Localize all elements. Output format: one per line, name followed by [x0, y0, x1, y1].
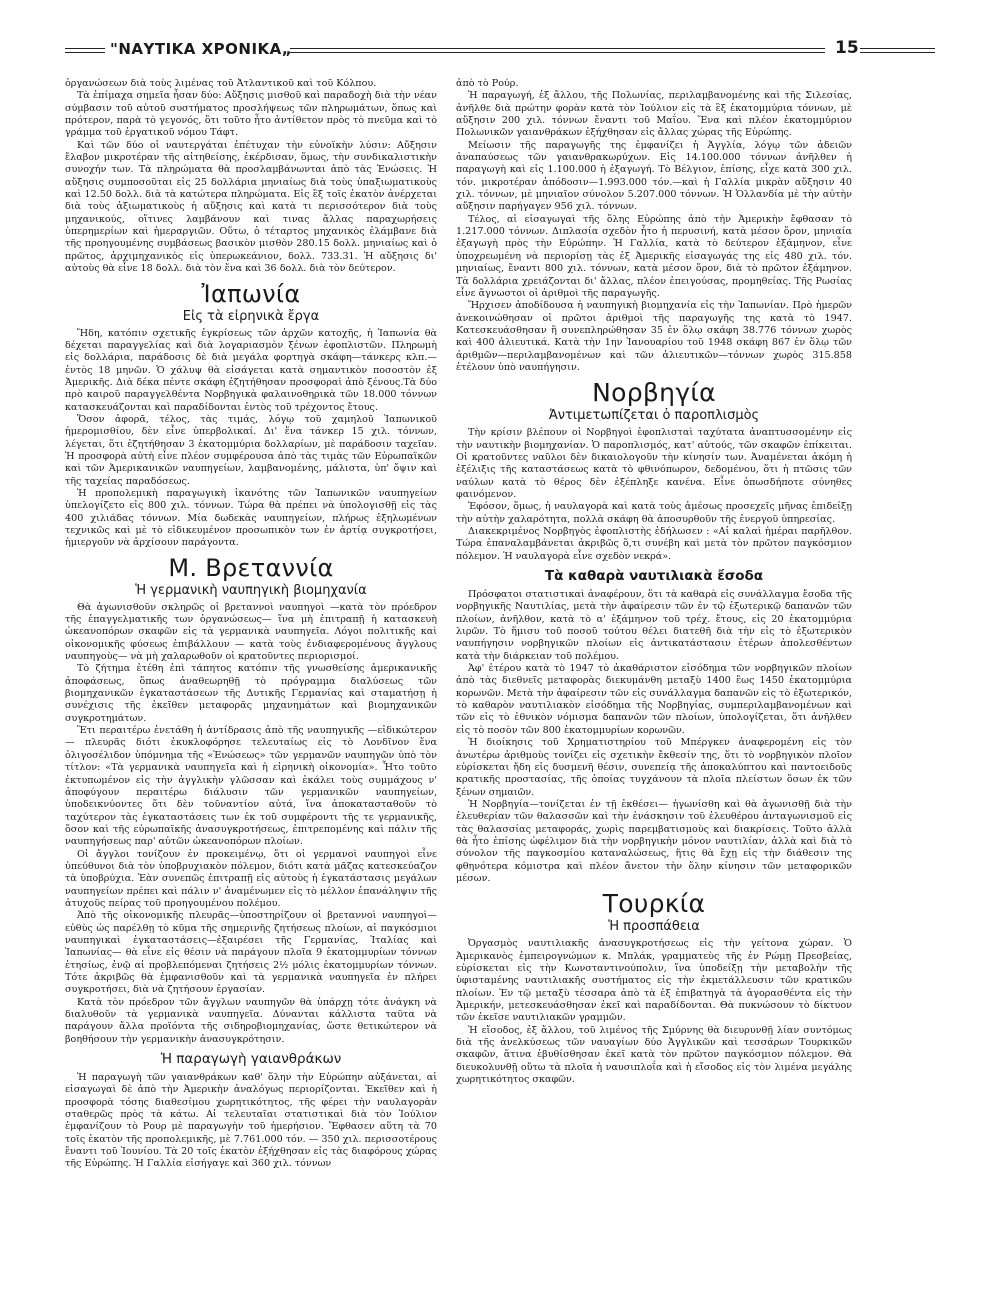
article-paragraph: Ἡ Νορβηγία—τονίζεται ἐν τῇ ἐκθέσει— ἠγωνίσθη καὶ θὰ ἀγωνισθῇ διὰ τὴν ἐλευθερίαν τῶν θαλασσῶν καὶ τὴν ἐνάσκησιν τοῦ ἐλευθέρου ἀνταγωνισμοῦ εἰς τὰς θαλασσίας μεταφοράς, χωρὶς παρεμβατισμοὺς καὶ διακρίσεις. Τοῦτο ἀλλὰ θὰ ἦτο ἐπίσης ὠφέλιμον διὰ τὴν νορβηγικὴν μόνον ναυτιλίαν, ἀλλὰ καὶ διὰ τὸ σύνολον τῆς παγκοσμίου καταναλώσεως, ἥτις θὰ ἔχῃ εἰς τὴν διάθεσιν της φθηνότερα κόμιστρα καὶ πλέον ἄνετον τὴν ὅλην κίνησιν τῶν μεταφορικῶν μέσων. — [456, 798, 852, 884]
section-subtitle-britain: Ἡ γερμανικὴ ναυπηγικὴ βιομηχανία — [135, 582, 367, 598]
article-paragraph: Ὀργασμὸς ναυτιλιακῆς ἀνασυγκροτήσεως εἰς τὴν γείτονα χώραν. Ὁ Ἀμερικανὸς ἐμπειρογνώμων κ. Μπλάκ, γραμματεὺς τῆς ἐν Ρώμῃ Πρεσβείας, εὑρίσκεται εἰς τὴν Κωνσταντινούπολιν, ἵνα ὑποδείξῃ τὴν μεταβολὴν τῆς ὑφισταμένης ναυτιλιακῆς συστήματος εἰς τὴν ἐκμετάλλευσιν τῶν κρατικῶν πλοίων. Ἐν τῷ μεταξὺ τέσσαρα ἀπὸ τὰ ἐξ ἐπιβατηγὰ τὰ ἀγορασθέντα εἰς τὴν Ἀμερικήν, μετεσκευάσθησαν ἐκεῖ καὶ παραδίδονται. Θὰ πυκνώσουν τὸ δίκτυον τῶν ἐκεῖσε ναυτιλιακῶν γραμμῶν. — [456, 938, 852, 1024]
article-paragraph: Ἡ παραγωγή, ἐξ ἄλλου, τῆς Πολωνίας, περιλαμβανομένης καὶ τῆς Σιλεσίας, ἀνῆλθε διὰ πρώτην φορὰν κατὰ τὸν Ἰούλιον εἰς τὰ ἓξ ἑκατομμύρια τόννων, μὲ αὔξησιν 200 χιλ. τόννων ἔναντι τοῦ Μαΐου. Ἕνα καὶ πλέον ἑκατομμύριον Πολωνικῶν γαιανθράκων ἐξήχθησαν εἰς ἄλλας χώρας τῆς Εὐρώπης. — [456, 90, 852, 139]
article-paragraph: Ἡ προπολεμικὴ παραγωγικὴ ἱκανότης τῶν Ἰαπωνικῶν ναυπηγείων ὑπελογίζετο εἰς 800 χιλ. τόννων. Τώρα θὰ πρέπει νὰ ὑπολογισθῇ εἰς τὰς 400 χιλιάδας τόννων. Μία δωδεκὰς ναυπηγείων, πλήρως ἐξηλωμένων τεχνικῶς καὶ μὲ τὸ εἰδικευμένον προσωπικὸν των ἐν ἀρτίᾳ συγκροτήσει, ἡμιεργοῦν νὰ ἀρχίσουν παράγοντα. — [65, 487, 437, 549]
section-title-japan: Ἰαπωνία — [201, 279, 301, 308]
article-paragraph: Τέλος, αἱ εἰσαγωγαὶ τῆς ὅλης Εὐρώπης ἀπὸ τὴν Ἀμερικὴν ἔφθασαν τὸ 1.217.000 τόννων. Διπλασία σχεδὸν ἦτο ἡ περυσινή, κατὰ μέσον ὅρον, μηνιαία ἐξαγωγὴ πρὸς τὴν Εὐρώπην. Ἡ Γαλλία, κατὰ τὸ δεύτερον ἑξάμηνον, εἶνε ὑποχρεωμένη νὰ περιορίσῃ τὰς ἐξ Ἀμερικῆς εἰσαγωγάς της εἰς 480 χιλ. τόν. μηνιαίως, ἔναντι 800 χιλ. τόννων, κατὰ μέσον ὅρον, διὰ τὸ πρῶτον ἑξάμηνον. Τὰ δολλάρια χρειάζονται δι' ἄλλας, πλέον ἐπειγούσας, προμηθείας. Τῆς Ρωσίας εἶνε ἄγνωστοι οἱ ἀριθμοὶ τῆς παραγωγῆς. — [456, 213, 852, 299]
journal-title: "ΝΑΥΤΙΚΑ ΧΡΟΝΙΚΑ„ — [110, 40, 293, 58]
section-subtitle-turkey: Ἡ προσπάθεια — [608, 919, 700, 935]
article-paragraph: Ἀφ' ἑτέρου κατὰ τὸ 1947 τὸ ἀκαθάριστον εἰσόδημα τῶν νορβηγικῶν πλοίων ἀπὸ τὰς διεθνεῖς μεταφορὰς διεκυμάνθη μεταξὺ 1400 ἕως 1450 ἑκατομμύρια κορωνῶν. Μετὰ τὴν ἀφαίρεσιν τῶν εἰς συνάλλαγμα δαπανῶν εἰς τὸ ἐξωτερικόν, τὸ καθαρὸν ναυτιλιακὸν εἰσόδημα τῆς Νορβηγίας, συμπεριλαμβανομένων καὶ τῶν εἰς τὸ ἐθνικὸν νόμισμα δαπανῶν τῶν πλοίων, ὑπολογίζεται, ὅτι ἀνῆλθεν εἰς τὸ ποσὸν τῶν 800 ἑκατομμυρίων κορωνῶν. — [456, 663, 852, 736]
section-subtitle-norway: Ἀντιμετωπίζεται ὁ παροπλισμὸς — [548, 408, 760, 424]
section-title-norway: Νορβηγία — [592, 378, 716, 408]
intro-paragraph: Καὶ τῶν δύο οἱ ναυτεργάται ἐπέτυχαν τὴν εὐνοϊκὴν λύσιν: Αὔξησιν ἔλαβον μικροτέραν τῆς αἰτηθείσης, ἐκέρδισαν, ὅμως, τὴν συνδικαλιστικὴν συνοχήν των. Τὰ πληρώματα θὰ προσλαμβάνωνται ἀπὸ τὰς Ἑνώσεις. Ἡ αὔξησις συμποσοῦται εἰς 25 δολλάρια μηνιαίως διὰ τοὺς ὑπαξιωματικοὺς καὶ 12.50 δολλ. διὰ τὰ κατώτερα πληρώματα. Εἰς ἓξ τοῖς ἑκατὸν ἀνέρχεται διὰ τοὺς ἀξιωματικοὺς ἡ αὔξησις καὶ κατὰ τι περισσότερον διὰ τοὺς μηχανικούς, οἵτινες λαμβάνουν καὶ τινας ἄλλας παραχωρήσεις ὑπερημερίων καὶ ἡμεραργιῶν. Οὕτω, ὁ τέταρτος μηχανικὸς ἐλάμβανε διὰ τῆς προηγουμένης συμβάσεως βασικὸν μισθὸν 280.15 δολλ. μηνιαίως καὶ ὁ πρῶτος, ἀρχιμηχανικὸς εἰς ὑπερωκεάνιον, δολλ. 733.31. Ἡ αὔξησις δι' αὐτοὺς θὰ εἶνε 18 δολλ. διὰ τὸν ἕνα καὶ 36 δολλ. διὰ τὸν δεύτερον. — [65, 139, 437, 275]
article-paragraph: Ἤδη, κατόπιν σχετικῆς ἐγκρίσεως τῶν ἀρχῶν κατοχῆς, ἡ Ἰαπωνία θὰ δέχεται παραγγελίας καὶ διὰ λογαριασμὸν ξένων ἐφοπλιστῶν. Πληρωμὴ εἰς δολλάρια, παράδοσις δὲ διὰ μεγάλα φορτηγὰ σκάφη—τάνκερς κλπ.—ἐντὸς 18 μηνῶν. Ὁ χάλυψ θὰ εἰσάγεται κατὰ σημαντικὸν ποσοστὸν ἐξ Ἀμερικῆς. Διὰ δέκα πέντε σκάφη ἐζητήθησαν προσφοραὶ ἀπὸ ξένους.Τὰ δύο πρὸ καιροῦ παραγγελθέντα Νορβηγικὰ φαλαινοθηρικὰ τῶν 18.000 τόννων κατασκευάζονται καὶ παραδίδονται ἐντὸς τοῦ τρέχοντος ἔτους. — [65, 327, 437, 413]
section-title-coal: Ἡ παραγωγὴ γαιανθράκων — [160, 1051, 342, 1068]
article-paragraph: Ἡ διοίκησις τοῦ Χρηματιστηρίου τοῦ Μπέργκεν ἀναφερομένη εἰς τὸν ἀνωτέρω ἀριθμοὺς τονίζει εἰς σχετικὴν ἔκθεσίν της, ὅτι τὸ νορβηγικὸν πλοῖον εὑρίσκεται ἤδη εἰς δυσμενῆ θέσιν, συνεπείᾳ τῆς ἀποκαλύπτου καὶ παντοειδοῦς κρατικῆς προστασίας, τῆς ὁποίας τυγχάνουν τὰ πλοῖα πλείστων ὅσων ἐκ τῶν ξένων σημαιῶν. — [456, 737, 852, 798]
section-subtitle-japan: Εἰς τὰ εἰρηνικὰ ἔργα — [182, 308, 320, 324]
article-paragraph: Ἡ παραγωγὴ τῶν γαιανθράκων καθ' ὅλην τὴν Εὐρώπην αὐξάνεται, αἱ εἰσαγωγαὶ δὲ ἀπὸ τὴν Ἀμερικὴν ἀναλόγως περιορίζονται. Ἐκεῖθεν καὶ ἡ προσφορὰ τόσης διαθεσίμου χωρητικότητος, τῆς φέρει τὴν ναυλαγορὰν σταθερῶς πρὸς τὰ κάτω. Αἱ τελευταῖαι στατιστικαὶ διὰ τὸν Ἰούλιον ἐμφανίζουν τὸ Ρουρ μὲ παραγωγὴν τοῦ ἡμερήσιον. Ἔφθασεν αὕτη τὰ 70 τοῖς ἑκατὸν τῆς προπολεμικῆς, μὲ 7.761.000 τόν. — 350 χιλ. περισσοτέρους ἔναντι τοῦ Ἰουνίου. Τὰ 20 τοῖς ἑκατὸν ἐξήχθησαν εἰς τὰς διαφόρους χώρας τῆς Εὐρώπης. Ἡ Γαλλία εἰσήγαγε καὶ 360 χιλ. τόννων — [65, 1072, 437, 1170]
article-paragraph: Διακεκριμένος Νορβηγὸς ἐφοπλιστὴς ἐδήλωσεν : «Αἱ καλαὶ ἡμέραι παρῆλθον. Τώρα ἐπαναλαμβάνεται ἀκριβῶς ὅ,τι συνέβη καὶ μετὰ τὸν πρῶτον παγκόσμιον πόλεμον. Ἡ ναυλαγορὰ εἶνε σχεδὸν νεκρά». — [456, 526, 852, 562]
article-paragraph: Τὴν κρίσιν βλέπουν οἱ Νορβηγοὶ ἐφοπλισταὶ ταχύτατα ἀναπτυσσομένην εἰς τὴν ναυτικὴν βιομηχανίαν. Ὁ παροπλισμός, κατ' αὐτούς, τῶν σκαφῶν ἐπίκειται. Οἱ κρατοῦντες ναῦλοι δὲν δικαιολογοῦν τὴν κίνησίν των. Ἀναμένεται ἀκόμη ἡ ἐξέλιξις τῆς καταστάσεως κατὰ τὸ φθινόπωρον, δεδομένου, ὅτι ἡ πτῶσις τῶν ναύλων κατὰ τὸ θέρος δὲν ἐξέπληξε κανένα. Εἶνε ὁπωσδήποτε σύνηθες φαινόμενον. — [456, 427, 852, 500]
article-paragraph: Πρόσφατοι στατιστικαὶ ἀναφέρουν, ὅτι τὰ καθαρὰ εἰς συνάλλαγμα ἔσοδα τῆς νορβηγικῆς Ναυτιλίας, μετὰ τὴν ἀφαίρεσιν τῶν ἐν τῷ ἐξωτερικῷ δαπανῶν τῶν πλοίων, ἀνῆλθον, κατὰ τὸ α' ἑξάμηνον τοῦ τρέχ. ἔτους, εἰς 20 ἑκατομμύρια λιρῶν. Τὸ ἥμισυ τοῦ ποσοῦ τούτου θέλει διατεθῆ διὰ τὴν εἰς τὸ ἐξωτερικὸν ναυπήγησιν νορβηγικῶν πλοίων εἰς ἀντικατάστασιν ἑτέρων ἀπολεσθέντων κατὰ τὴν διάρκειαν τοῦ πολέμου. — [456, 589, 852, 662]
article-paragraph: Ἡ εἴσοδος, ἐξ ἄλλου, τοῦ λιμένος τῆς Σμύρνης θὰ διευρυνθῇ λίαν συντόμως διὰ τῆς ἀνελκύσεως τῶν ναυαγίων δύο Ἀγγλικῶν καὶ τεσσάρων Τουρκικῶν σκαφῶν, ἅτινα ἐβυθίσθησαν ἐκεῖ κατὰ τὸν πρῶτον παγκόσμιον πόλεμον. Θὰ διευκολυνθῇ οὕτω τὰ πλοῖα ἡ ναυσιπλοΐα καὶ ἡ εἴσοδος εἰς τὸν λιμένα μεγάλης χωρητικότητος σκαφῶν. — [456, 1024, 852, 1086]
intro-paragraph: ὀργανώσεων διὰ τοὺς λιμένας τοῦ Ἀτλαντικοῦ καὶ τοῦ Κόλπου. — [65, 78, 377, 89]
article-paragraph: ἀπὸ τὸ Ρούρ. — [456, 78, 519, 89]
right-column — [456, 78, 852, 1086]
section-title-turkey: Τουρκία — [602, 889, 706, 919]
page-number: 15 — [835, 38, 859, 58]
article-paragraph: Κατὰ τὸν πρόεδρον τῶν ἄγγλων ναυπηγῶν θὰ ὑπάρχῃ τότε ἀνάγκη νὰ διαλυθοῦν τὰ γερμανικὰ ναυπηγεῖα. Δύνανται κάλλιστα ταῦτα νὰ παράγουν ἄλλα προϊόντα τῆς σιδηροβιομηχανίας, ὥστε θετικώτερον νὰ βοηθήσουν τὴν γερμανικὴν ἀνασυγκρότησιν. — [65, 996, 437, 1045]
article-paragraph: Τὸ ζήτημα ἐτέθη ἐπὶ τάπητος κατόπιν τῆς γνωσθείσης ἀμερικανικῆς ἀποφάσεως, ὅπως ἀναθεωρηθῇ τὸ πρόγραμμα διαλύσεως τῶν βιομηχανικῶν ἐγκαταστάσεων τῆς Δυτικῆς Γερμανίας καὶ σταματήσῃ ἡ συνέχισις τῆς ἐκεῖθεν μεταφορᾶς μηχανημάτων καὶ βιομηχανικῶν συγκροτημάτων. — [65, 663, 437, 724]
article-paragraph: Ἔτι περαιτέρω ἐνετάθη ἡ ἀντίδρασις ἀπὸ τῆς ναυπηγικῆς —εἰδικώτερον— πλευρᾶς διότι ἐκυκλοφόρησε τελευταίως εἰς τὸ Λονδῖνον ἕνα ὀλιγοσέλιδον ὑπόμνημα τῆς «Ἑνώσεως» τῶν γερμανῶν ναυπηγῶν ὑπὸ τὸν τίτλον: «Τὰ γερμανικὰ ναυπηγεῖα καὶ ἡ εἰρηνικὴ οἰκονομία». Ἦτο τοῦτο ἐκτυπωμένον εἰς τὴν ἀγγλικὴν γλῶσσαν καὶ ἐκάλει τοὺς συμμάχους ν' ἀποφύγουν περαιτέρω διάλυσιν τῶν γερμανικῶν ναυπηγείων, ὑποδεικνύοντες ὅτι δὲν τοῦναντίον αὐτά, ἵνα ἀποκατασταθοῦν τὸ ταχύτερον τὰς ἐγκαταστάσεις των ἐκ τοῦ συμφέροντι τῆς τε γερμανικῆς, ὅσον καὶ τῆς εὐρωπαϊκῆς ἀνασυγκροτήσεως, ἐπιτρεπομένης καὶ πάλιν τῆς ναυπηγήσεως παρ' αὐτῶν ὠκεανοπόρων πλοίων. — [65, 725, 437, 848]
article-paragraph: Θὰ ἀγωνισθοῦν σκληρῶς οἱ βρεταννοὶ ναυπηγοὶ —κατὰ τὸν πρόεδρον τῆς ἐπαγγελματικῆς των ὀργανώσεως— ἵνα μὴ ἐπιτραπῇ ἡ κατασκευὴ ὠκεανοπόρων σκαφῶν εἰς τὰ γερμανικὰ ναυπηγεῖα. Λόγοι πολιτικῆς καὶ οἰκονομικῆς φύσεως ἐπιβάλλουν — κατὰ τοὺς ἐνδιαφερομένους ἄγγλους ναυπηγοὺς— νὰ μὴ χαλαρωθοῦν οἱ κρατοῦντες περιορισμοί. — [65, 601, 437, 663]
article-paragraph: Ἀπὸ τῆς οἰκονομικῆς πλευρᾶς—ὑποστηρίζουν οἱ βρεταννοὶ ναυπηγοὶ—εὐθὺς ὡς παρέλθῃ τὸ κῦμα τῆς σημερινῆς ζητήσεως πλοίων, αἱ παγκόσμιοι ναυπηγικαὶ ἐγκαταστάσεις—ἐξαιρέσει τῆς Γερμανίας, Ἰταλίας καὶ Ἰαπωνίας— θὰ εἶνε εἰς θέσιν νὰ παράγουν πλοῖα 9 ἑκατομμυρίων τόννων ἐτησίως, ἐνῷ αἱ προβλεπόμεναι ζητήσεις 2½ μόλις ἑκατομμυρίων τόννων. Τότε ἀκριβῶς θὰ ἐμφανισθοῦν καὶ τὰ γερμανικὰ ναυπηγεῖα ἐν πλήρει συγκροτήσει, διὰ νὰ ζητήσουν ἐργασίαν. — [65, 910, 437, 996]
article-paragraph: Οἱ ἄγγλοι τονίζουν ἐν προκειμένῳ, ὅτι οἱ γερμανοὶ ναυπηγοὶ εἶνε ὑπεύθυνοι διὰ τὸν ὑποβρυχιακὸν πόλεμον, διότι κατὰ μᾶζας κατεσκεύαζον τὰ ὑποβρύχια. Ἐὰν συνεπῶς ἐπιτραπῇ εἰς αὐτοὺς ἡ ἐγκατάστασις μεγάλων ναυπηγείων πρέπει καὶ πάλιν ν' ἀναμένωμεν εἰς τὸ μέλλον ἐπανάληψιν τῆς ἀτυχοῦς πείρας τοῦ προηγουμένου πολέμου. — [65, 848, 437, 909]
header-rule-right — [860, 48, 935, 53]
article-paragraph: Ἤρχισεν ἀποδίδουσα ἡ ναυπηγικὴ βιομηχανία εἰς τὴν Ἰαπωνίαν. Πρὸ ἡμερῶν ἀνεκοινώθησαν οἱ πρῶτοι ἀριθμοὶ τῆς παραγωγῆς της κατὰ τὸ 1947. Κατεσκευάσθησαν ἢ συνεπληρώθησαν 35 ἐν ὅλῳ σκάφη 38.776 τόννων χωρὸς καὶ 400 ἁλιευτικά. Κατὰ τὴν 1ην Ἰανουαρίου τοῦ 1948 σκάφη 867 ἐν ὅλῳ τῶν ἀριθμῶν—περιλαμβανομένων καὶ τῶν ἁλιευτικῶν—τόννων χωρὸς 315.858 ἐτέλουν ὑπὸ ναυπήγησιν. — [456, 300, 852, 373]
left-column — [65, 78, 437, 1171]
article-paragraph: Μείωσιν τῆς παραγωγῆς της ἐμφανίζει ἡ Ἀγγλία, λόγῳ τῶν ἀδειῶν ἀναπαύσεως τῶν γαιανθρακωρύχων. Εἰς 14.100.000 τόννων ἀνῆλθεν ἡ παραγωγὴ καὶ εἰς 1.100.000 ἡ ἐξαγωγή. Τὸ Βέλγιον, ἐπίσης, εἶχε κατὰ 300 χιλ. τόν. μικροτέραν ἀπόδοσιν—1.993.000 τόν.—καὶ ἡ Γαλλία μικρὰν αὔξησιν 40 χιλ. τόννων, μὲ μηνιαῖον σύνολον 5.207.000 τόννων. Ἡ Ὁλλανδία μὲ τὴν αὐτὴν αὔξησιν παρήγαγεν 956 χιλ. τόννων. — [456, 139, 852, 213]
section-title-revenue: Τὰ καθαρὰ ναυτιλιακὰ ἔσοδα — [544, 568, 764, 585]
header-rule-middle — [290, 48, 825, 53]
intro-paragraph: Τὰ ἐπίμαχα σημεῖα ἦσαν δύο: Αὔξησις μισθοῦ καὶ παραδοχὴ διὰ τὴν νέαν σύμβασιν τοῦ αὐτοῦ συστήματος προσλήψεως τῶν πληρωμάτων, ὅπως καὶ πρότερον, παρὰ τὸ γεγονός, ὅτι τοῦτο ἦτο ἀντίθετον πρὸς τὸ πνεῦμα καὶ τὸ γράμμα τοῦ ἐργατικοῦ νόμου Τάφτ. — [65, 90, 437, 139]
article-paragraph: Ὅσον ἀφορᾶ, τέλος, τὰς τιμάς, λόγῳ τοῦ χαμηλοῦ Ἰαπωνικοῦ ἡμερομισθίου, δὲν εἶνε ὑπερβολικαί. Δι' ἕνα τάνκερ 15 χιλ. τόννων, λέγεται, ὅτι ἐζητήθησαν 3 ἑκατομμύρια δολλαρίων, μὲ παράδοσιν ταχεῖαν. Ἡ προσφορὰ αὐτὴ εἶνε πλέον συμφέρουσα ἀπὸ τὰς τιμὰς τῶν Εὐρωπαϊκῶν καὶ τῶν Ἀμερικανικῶν ναυπηγείων, λαμβανομένης, μάλιστα, ὑπ' ὄψιν καὶ τῆς ταχείας παραδόσεως. — [65, 413, 437, 487]
section-title-britain: Μ. Βρεταννία — [168, 553, 334, 582]
article-paragraph: Ἐφόσον, ὅμως, ἡ ναυλαγορὰ καὶ κατὰ τοὺς ἀμέσως προσεχεῖς μῆνας ἐπιδείξῃ τὴν αὐτὴν χαλαρότητα, πολλὰ σκάφη θὰ ἀποσυρθοῦν τῆς ἐνεργοῦ ὑπηρεσίας. — [456, 501, 852, 525]
header-rule-left — [65, 48, 105, 53]
